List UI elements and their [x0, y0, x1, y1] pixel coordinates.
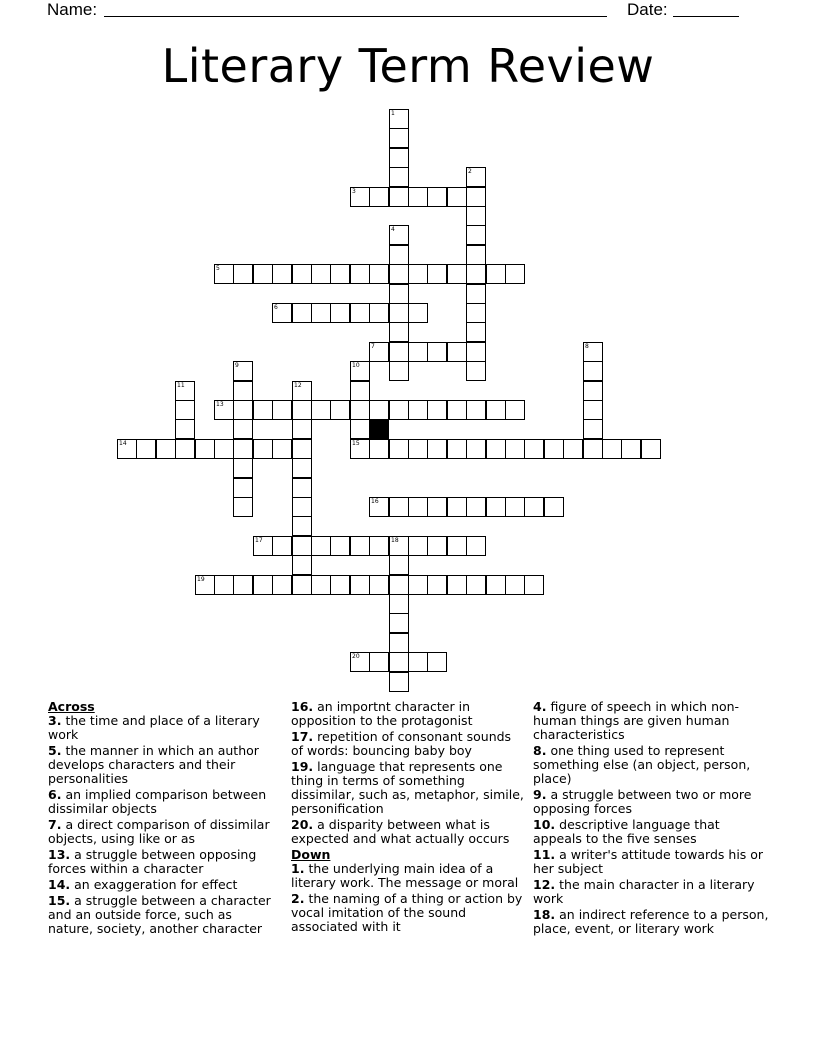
grid-cell[interactable]	[505, 439, 525, 459]
grid-cell[interactable]	[292, 264, 312, 284]
cell-number: 14	[119, 440, 127, 447]
grid-cell[interactable]	[156, 439, 176, 459]
name-label: Name:	[47, 0, 98, 19]
grid-cell[interactable]	[233, 264, 253, 284]
cell-number: 8	[585, 343, 589, 350]
grid-cell[interactable]	[292, 555, 312, 575]
grid-cell[interactable]	[350, 419, 370, 439]
grid-cell[interactable]	[427, 400, 447, 420]
grid-cell[interactable]	[408, 575, 428, 595]
grid-cell[interactable]	[408, 303, 428, 323]
grid-cell[interactable]	[447, 497, 467, 517]
grid-cell[interactable]	[408, 652, 428, 672]
clue-across-20: 20. a disparity between what is expected and what actually occurs	[291, 817, 510, 846]
cell-number: 9	[235, 362, 239, 369]
grid-cell[interactable]	[311, 303, 331, 323]
grid-cell[interactable]	[389, 245, 409, 265]
clue-across-6: 6. an implied comparison between dissimilar objects	[48, 787, 267, 816]
grid-cell[interactable]	[505, 264, 525, 284]
grid-cell[interactable]	[272, 303, 292, 323]
grid-cell[interactable]	[233, 575, 253, 595]
grid-cell[interactable]	[427, 439, 447, 459]
grid-cell[interactable]	[350, 361, 370, 381]
grid-cell[interactable]	[330, 536, 350, 556]
grid-cell[interactable]	[175, 419, 195, 439]
grid-cell[interactable]	[389, 594, 409, 614]
grid-cell[interactable]	[350, 652, 370, 672]
grid-cell[interactable]	[466, 439, 486, 459]
grid-cell[interactable]	[272, 575, 292, 595]
grid-cell[interactable]	[233, 361, 253, 381]
grid-cell[interactable]	[369, 536, 389, 556]
grid-cell[interactable]	[408, 536, 428, 556]
grid-cell[interactable]	[563, 439, 583, 459]
cell-number: 15	[352, 440, 360, 447]
grid-cell[interactable]	[272, 536, 292, 556]
grid-cell[interactable]	[233, 439, 253, 459]
grid-cell[interactable]	[350, 264, 370, 284]
cell-number: 17	[255, 537, 263, 544]
clue-across-19: 19. language that represents one thing in terms of something dissimilar, such as, metaphor, simile, personification	[291, 759, 524, 816]
grid-cell[interactable]	[389, 672, 409, 692]
grid-cell[interactable]	[389, 167, 409, 187]
grid-cell[interactable]	[233, 381, 253, 401]
clue-down-9: 9. a struggle between two or more opposing forces	[533, 787, 752, 816]
clue-across-13: 13. a struggle between opposing forces within a character	[48, 847, 257, 876]
grid-cell[interactable]	[447, 439, 467, 459]
grid-cell[interactable]	[389, 536, 409, 556]
grid-cell[interactable]	[350, 381, 370, 401]
grid-cell[interactable]	[427, 342, 447, 362]
grid-cell[interactable]	[214, 264, 234, 284]
grid-cell[interactable]	[389, 613, 409, 633]
grid-cell[interactable]	[369, 264, 389, 284]
grid-cell[interactable]	[466, 575, 486, 595]
grid-cell[interactable]	[389, 439, 409, 459]
grid-cell[interactable]	[369, 575, 389, 595]
grid-cell[interactable]	[389, 400, 409, 420]
grid-cell[interactable]	[621, 439, 641, 459]
grid-cell[interactable]	[389, 342, 409, 362]
grid-cell[interactable]	[466, 361, 486, 381]
down-heading: Down	[291, 847, 331, 862]
grid-cell[interactable]	[292, 516, 312, 536]
grid-cell[interactable]	[389, 128, 409, 148]
grid-cell[interactable]	[311, 536, 331, 556]
grid-cell[interactable]	[292, 381, 312, 401]
grid-cell[interactable]	[253, 536, 273, 556]
grid-cell[interactable]	[408, 497, 428, 517]
grid-cell[interactable]	[292, 478, 312, 498]
grid-cell[interactable]	[389, 264, 409, 284]
grid-cell[interactable]	[175, 400, 195, 420]
clue-down-10: 10. descriptive language that appeals to the five senses	[533, 817, 720, 846]
grid-cell[interactable]	[389, 284, 409, 304]
grid-cell[interactable]	[369, 400, 389, 420]
grid-cell[interactable]	[253, 400, 273, 420]
grid-cell[interactable]	[505, 575, 525, 595]
grid-cell[interactable]	[389, 109, 409, 129]
grid-cell[interactable]	[486, 575, 506, 595]
clues-column-3	[533, 700, 769, 938]
clue-down-8: 8. one thing used to represent something else (an object, person, place)	[533, 743, 751, 786]
cell-number: 16	[371, 498, 379, 505]
grid-cell[interactable]	[427, 575, 447, 595]
cell-number: 12	[294, 382, 302, 389]
grid-cell[interactable]	[350, 575, 370, 595]
grid-cell[interactable]	[272, 264, 292, 284]
grid-cell[interactable]	[447, 575, 467, 595]
cell-number: 6	[274, 304, 278, 311]
grid-cell[interactable]	[486, 497, 506, 517]
clue-across-14: 14. an exaggeration for effect	[48, 877, 238, 892]
clue-across-7: 7. a direct comparison of dissimilar objects, using like or as	[48, 817, 270, 846]
grid-cell[interactable]	[583, 361, 603, 381]
grid-cell[interactable]	[583, 381, 603, 401]
grid-cell[interactable]	[427, 264, 447, 284]
grid-cell[interactable]	[292, 400, 312, 420]
grid-cell[interactable]	[466, 322, 486, 342]
grid-cell[interactable]	[408, 187, 428, 207]
grid-cell[interactable]	[466, 284, 486, 304]
grid-cell[interactable]	[214, 400, 234, 420]
grid-cell[interactable]	[389, 148, 409, 168]
grid-cell[interactable]	[466, 497, 486, 517]
grid-cell[interactable]	[427, 536, 447, 556]
grid-cell[interactable]	[389, 652, 409, 672]
cell-number: 20	[352, 653, 360, 660]
cell-number: 19	[197, 576, 205, 583]
grid-cell[interactable]	[369, 439, 389, 459]
grid-cell[interactable]	[583, 400, 603, 420]
grid-cell[interactable]	[486, 264, 506, 284]
grid-cell[interactable]	[311, 575, 331, 595]
grid-cell[interactable]	[524, 439, 544, 459]
grid-cell[interactable]	[524, 575, 544, 595]
grid-cell[interactable]	[466, 536, 486, 556]
clue-across-17: 17. repetition of consonant sounds of words: bouncing baby boy	[291, 729, 512, 758]
grid-cell[interactable]	[292, 575, 312, 595]
grid-cell[interactable]	[233, 478, 253, 498]
cell-number: 18	[391, 537, 399, 544]
date-label: Date:	[627, 0, 668, 19]
clues-column-1	[48, 700, 280, 938]
clue-across-16: 16. an importnt character in opposition to the protagonist	[291, 699, 473, 728]
grid-cell[interactable]	[427, 652, 447, 672]
grid-cell[interactable]	[427, 497, 447, 517]
grid-cell[interactable]	[214, 439, 234, 459]
grid-cell[interactable]	[486, 400, 506, 420]
grid-cell[interactable]	[292, 419, 312, 439]
grid-cell[interactable]	[369, 187, 389, 207]
grid-cell[interactable]	[544, 439, 564, 459]
grid-cell[interactable]	[408, 342, 428, 362]
grid-cell[interactable]	[408, 439, 428, 459]
grid-cell[interactable]	[330, 400, 350, 420]
cell-number: 4	[391, 226, 395, 233]
grid-cell[interactable]	[466, 303, 486, 323]
across-heading: Across	[48, 699, 95, 714]
grid-cell[interactable]	[136, 439, 156, 459]
grid-cell[interactable]	[175, 381, 195, 401]
grid-cell[interactable]	[233, 400, 253, 420]
grid-cell[interactable]	[447, 264, 467, 284]
clue-down-1: 1. the underlying main idea of a literary work. The message or moral	[291, 861, 519, 890]
grid-cell[interactable]	[389, 187, 409, 207]
grid-cell[interactable]	[195, 439, 215, 459]
clue-across-3: 3. the time and place of a literary work	[48, 713, 260, 742]
grid-cell[interactable]	[486, 439, 506, 459]
grid-cell[interactable]	[447, 536, 467, 556]
black-square	[369, 419, 389, 439]
grid-cell[interactable]	[369, 497, 389, 517]
grid-cell[interactable]	[350, 439, 370, 459]
grid-cell[interactable]	[408, 264, 428, 284]
cell-number: 2	[468, 168, 472, 175]
grid-cell[interactable]	[583, 439, 603, 459]
grid-cell[interactable]	[466, 167, 486, 187]
grid-cell[interactable]	[350, 400, 370, 420]
grid-cell[interactable]	[466, 225, 486, 245]
grid-cell[interactable]	[641, 439, 661, 459]
grid-cell[interactable]	[330, 575, 350, 595]
cell-number: 13	[216, 401, 224, 408]
cell-number: 10	[352, 362, 360, 369]
grid-cell[interactable]	[466, 206, 486, 226]
grid-cell[interactable]	[330, 303, 350, 323]
grid-cell[interactable]	[272, 439, 292, 459]
cell-number: 7	[371, 343, 375, 350]
grid-cell[interactable]	[466, 342, 486, 362]
grid-cell[interactable]	[602, 439, 622, 459]
grid-cell[interactable]	[389, 575, 409, 595]
grid-cell[interactable]	[389, 303, 409, 323]
grid-cell[interactable]	[233, 458, 253, 478]
grid-cell[interactable]	[214, 575, 234, 595]
grid-cell[interactable]	[466, 400, 486, 420]
clue-across-15: 15. a struggle between a character and an outside force, such as nature, society, another character	[48, 893, 271, 936]
grid-cell[interactable]	[447, 400, 467, 420]
grid-cell[interactable]	[389, 361, 409, 381]
grid-cell[interactable]	[505, 497, 525, 517]
cell-number: 5	[216, 265, 220, 272]
grid-cell[interactable]	[583, 342, 603, 362]
grid-cell[interactable]	[330, 264, 350, 284]
grid-cell[interactable]	[466, 264, 486, 284]
clue-down-4: 4. figure of speech in which non-human things are given human characteristics	[533, 699, 740, 742]
grid-cell[interactable]	[389, 497, 409, 517]
clues-column-2	[291, 700, 527, 936]
grid-cell[interactable]	[389, 225, 409, 245]
grid-cell[interactable]	[408, 400, 428, 420]
grid-cell[interactable]	[447, 187, 467, 207]
clue-down-2: 2. the naming of a thing or action by vocal imitation of the sound associated with it	[291, 891, 523, 934]
cell-number: 3	[352, 188, 356, 195]
grid-cell[interactable]	[583, 419, 603, 439]
grid-cell[interactable]	[292, 536, 312, 556]
grid-cell[interactable]	[369, 303, 389, 323]
grid-cell[interactable]	[175, 439, 195, 459]
grid-cell[interactable]	[253, 439, 273, 459]
cell-number: 11	[177, 382, 185, 389]
grid-cell[interactable]	[369, 342, 389, 362]
page-title: Literary Term Review	[161, 39, 655, 93]
clue-down-12: 12. the main character in a literary work	[533, 877, 755, 906]
grid-cell[interactable]	[253, 264, 273, 284]
grid-cell[interactable]	[350, 303, 370, 323]
grid-cell[interactable]	[311, 264, 331, 284]
grid-cell[interactable]	[389, 322, 409, 342]
grid-cell[interactable]	[311, 400, 331, 420]
grid-cell[interactable]	[350, 187, 370, 207]
grid-cell[interactable]	[292, 439, 312, 459]
grid-cell[interactable]	[233, 497, 253, 517]
grid-cell[interactable]	[292, 303, 312, 323]
grid-cell[interactable]	[292, 458, 312, 478]
grid-cell[interactable]	[427, 187, 447, 207]
cell-number: 1	[391, 110, 395, 117]
grid-cell[interactable]	[369, 652, 389, 672]
grid-cell[interactable]	[505, 400, 525, 420]
clue-across-5: 5. the manner in which an author develops characters and their personalities	[48, 743, 259, 786]
grid-cell[interactable]	[350, 536, 370, 556]
clue-down-11: 11. a writer's attitude towards his or her subject	[533, 847, 764, 876]
grid-cell[interactable]	[233, 419, 253, 439]
grid-cell[interactable]	[117, 439, 137, 459]
grid-cell[interactable]	[195, 575, 215, 595]
grid-cell[interactable]	[389, 555, 409, 575]
grid-cell[interactable]	[389, 633, 409, 653]
grid-cell[interactable]	[253, 575, 273, 595]
grid-cell[interactable]	[524, 497, 544, 517]
grid-cell[interactable]	[272, 400, 292, 420]
grid-cell[interactable]	[466, 187, 486, 207]
grid-cell[interactable]	[466, 245, 486, 265]
clue-down-18: 18. an indirect reference to a person, place, event, or literary work	[533, 907, 769, 936]
grid-cell[interactable]	[292, 497, 312, 517]
grid-cell[interactable]	[544, 497, 564, 517]
grid-cell[interactable]	[447, 342, 467, 362]
